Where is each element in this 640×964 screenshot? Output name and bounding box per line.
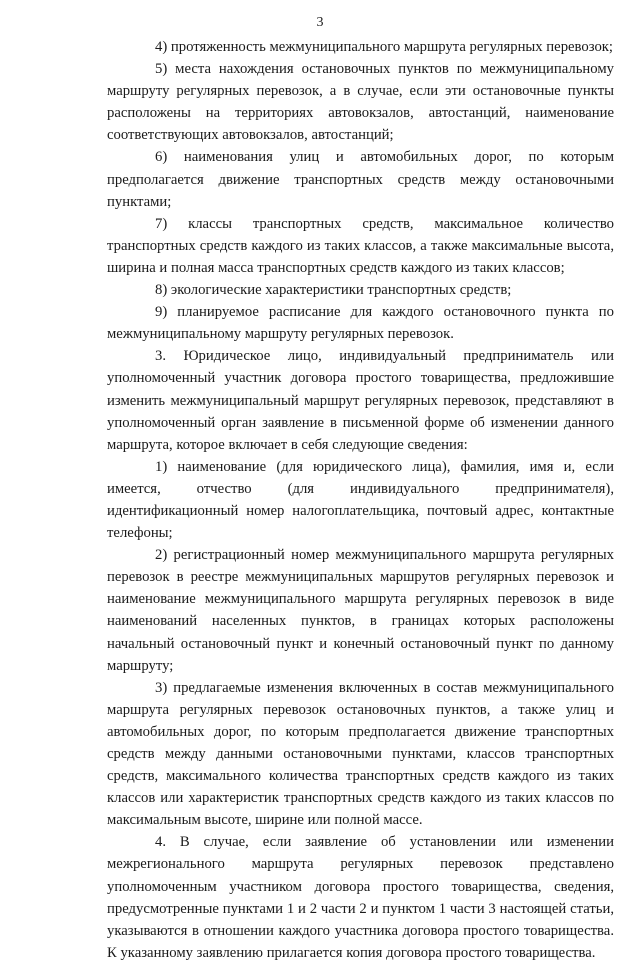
paragraph-item-8: 8) экологические характеристики транспортных средств; — [155, 282, 512, 299]
paragraph-item-6: 6) наименования улиц и автомобильных дорог, по которым предполагается движение транспортных средств между остановочными пунктами; — [107, 149, 614, 210]
document-body — [107, 36, 614, 964]
paragraph-item-7: 7) классы транспортных средств, максимальное количество транспортных средств каждого из таких классов, а также максимальные высота, ширина и полная масса транспортных средств каждого из таких классов; — [107, 215, 614, 276]
paragraph-section-3-item-3: 3) предлагаемые изменения включенных в состав межмуниципального маршрута регулярных перевозок остановочных пунктов, а также улиц и автомобильных дорог, по которым предполагается движение транспортных средств между данными остановочными пунктами, классов транспортных средств, максимального количества транспортных средств каждого из таких классов или характеристик транспортных средств каждого из таких классов по максимальным высоте, ширине или полной массе. — [107, 679, 614, 829]
paragraph-section-3-item-1: 1) наименование (для юридического лица), фамилия, имя и, если имеется, отчество (для индивидуального предпринимателя), идентификационный номер налогоплательщика, почтовый адрес, контактные телефоны; — [107, 458, 614, 542]
paragraph-item-9: 9) планируемое расписание для каждого остановочного пункта по межмуниципальному маршруту регулярных перевозок. — [107, 304, 614, 343]
paragraph-item-4: 4) протяженность межмуниципального маршрута регулярных перевозок; — [155, 39, 614, 55]
paragraph-section-4: 4. В случае, если заявление об установлении или изменении межрегионального маршрута регулярных перевозок представлено уполномоченным участником договора простого товарищества, сведения, предусмотренные пунктами 1 и 2 части 2 и пунктом 1 части 3 настоящей статьи, указываются в отношении каждого участника договора простого товарищества. К указанному заявлению прилагается копия договора простого товарищества. — [107, 834, 614, 961]
page-number: 3 — [316, 15, 324, 30]
paragraph-section-3: 3. Юридическое лицо, индивидуальный предприниматель или уполномоченный участник договора простого товарищества, предложившие изменить межмуниципальный маршрут регулярных перевозок, представляют в уполномоченный орган заявление в письменной форме об изменении данного маршрута, которое включает в себя следующие сведения: — [107, 348, 614, 453]
paragraph-section-3-item-2: 2) регистрационный номер межмуниципального маршрута регулярных перевозок в реестре межмуниципальных маршрутов регулярных перевозок и наименование межмуниципального маршрута регулярных перевозок в виде наименований населенных пунктов, в границах которых расположены начальный остановочный пункт и конечный остановочный пункт по данному маршруту; — [107, 547, 614, 674]
paragraph-item-5: 5) места нахождения остановочных пунктов по межмуниципальному маршруту регулярных перевозок, а в случае, если эти остановочные пункты расположены на территориях автовокзалов, автостанций, наименование соответствующих автовокзалов, автостанций; — [107, 61, 614, 144]
